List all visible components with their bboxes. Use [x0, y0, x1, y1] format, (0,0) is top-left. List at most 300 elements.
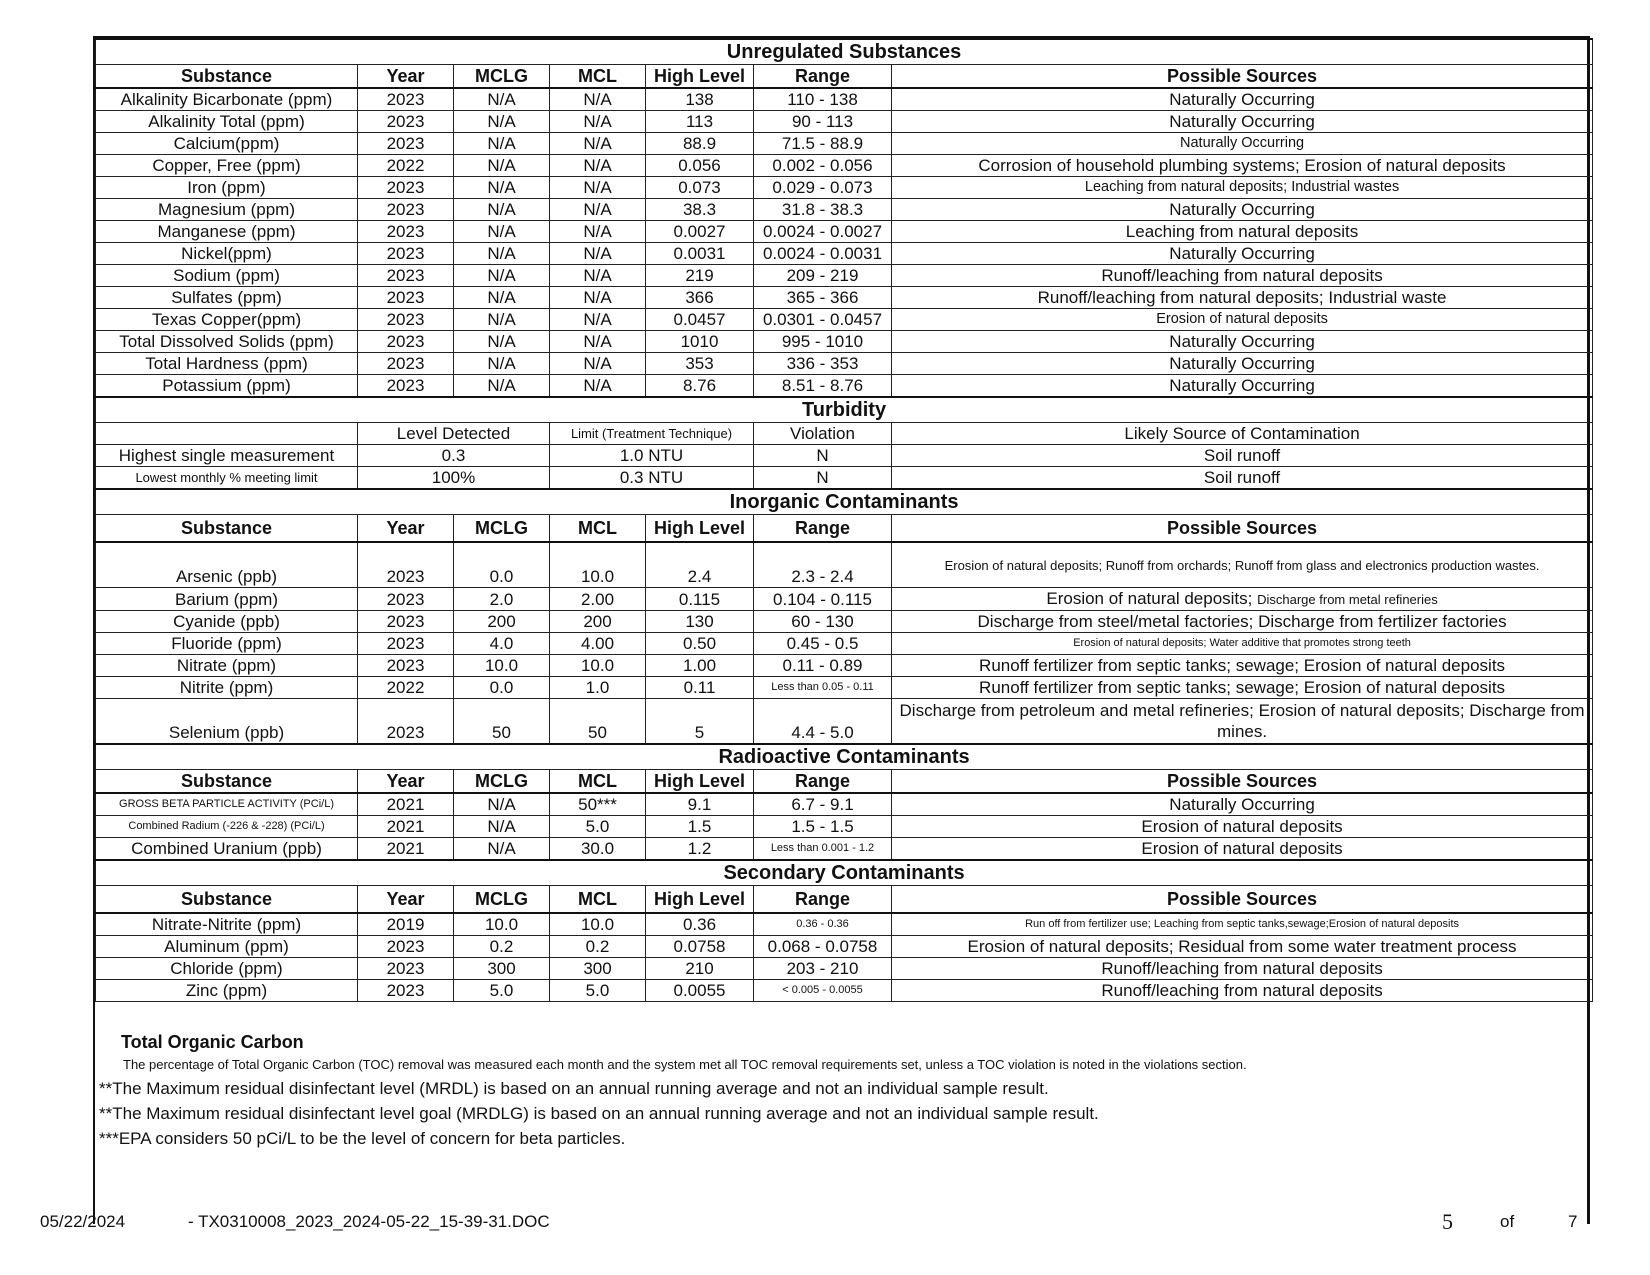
table-cell: [892, 221, 1593, 243]
cell-text: 113: [685, 112, 714, 131]
cell-text: < 0.005 - 0.0055: [782, 984, 863, 996]
cell-text: Combined Uranium (ppb): [131, 839, 322, 858]
column-header: High Level: [646, 886, 754, 914]
table-cell: [892, 155, 1593, 177]
table-cell: [96, 816, 358, 838]
turbidity-header-cell: [358, 423, 550, 445]
turbidity-cell: [892, 445, 1593, 467]
cell-text: 130: [685, 612, 714, 631]
table-cell: [892, 309, 1593, 331]
cell-text: 209 - 219: [786, 266, 859, 285]
table-cell: [646, 816, 754, 838]
column-header: MCL: [550, 515, 646, 543]
column-header: Range: [754, 515, 892, 543]
column-header: High Level: [646, 65, 754, 89]
table-cell: [454, 133, 550, 155]
cell-text: 100%: [431, 468, 476, 487]
cell-text: N/A: [583, 222, 612, 241]
table-cell: [550, 699, 646, 745]
column-header: MCL: [550, 886, 646, 914]
cell-text: Naturally Occurring: [1169, 376, 1315, 395]
cell-text: 2023: [386, 981, 425, 1000]
table-row: [96, 611, 1593, 633]
table-cell: [96, 265, 358, 287]
table-cell: [646, 199, 754, 221]
table-cell: [550, 243, 646, 265]
cell-text: 365 - 366: [786, 288, 859, 307]
cell-text: 0.0031: [673, 244, 726, 263]
table-cell: [754, 793, 892, 816]
footer-total-pages: 7: [1568, 1212, 1578, 1231]
column-header: MCLG: [454, 770, 550, 794]
cell-text: 60 - 130: [791, 612, 854, 631]
cell-text: 4.00: [580, 634, 615, 653]
cell-text: 2.3 - 2.4: [791, 567, 854, 586]
table-cell: [892, 353, 1593, 375]
table-cell: [96, 611, 358, 633]
table-cell: [454, 980, 550, 1002]
table-cell: [454, 611, 550, 633]
page-footer: [0, 1209, 1650, 1242]
epa-note: ***EPA considers 50 pCi/L to be the level of concern for beta particles.: [99, 1129, 626, 1148]
turbidity-title: Turbidity: [96, 397, 1593, 423]
turbidity-cell: [358, 467, 550, 490]
turbidity-cell: [96, 445, 358, 467]
turbidity-cell: [96, 467, 358, 490]
table-cell: [96, 699, 358, 745]
table-cell: [646, 913, 754, 936]
cell-text: N/A: [487, 156, 516, 175]
mrdl-note: **The Maximum residual disinfectant level (MRDL) is based on an annual running average and not an individual sample result.: [99, 1079, 1049, 1098]
cell-text: 0.0055: [673, 981, 726, 1000]
cell-text: 0.0: [489, 567, 514, 586]
table-cell: [754, 980, 892, 1002]
column-header: MCL: [550, 65, 646, 89]
table-cell: [96, 353, 358, 375]
table-cell: [892, 838, 1593, 861]
table-cell: [96, 199, 358, 221]
cell-text: Less than 0.05 - 0.11: [771, 681, 874, 693]
table-cell: [754, 375, 892, 398]
footer-of: of: [1500, 1212, 1515, 1231]
cell-text: 2023: [386, 567, 425, 586]
column-header: Substance: [96, 515, 358, 543]
table-cell: [454, 913, 550, 936]
column-header: MCLG: [454, 515, 550, 543]
table-row: [96, 936, 1593, 958]
footer-date: 05/22/2024: [40, 1212, 126, 1231]
table-row: [96, 913, 1593, 936]
table-row: [96, 177, 1593, 199]
cell-text: N/A: [487, 200, 516, 219]
cell-text: 38.3: [682, 200, 717, 219]
table-row: [96, 265, 1593, 287]
table-cell: [358, 309, 454, 331]
cell-text: Runoff/leaching from natural deposits: [1101, 266, 1383, 285]
column-header: Possible Sources: [892, 65, 1593, 89]
table-cell: [454, 309, 550, 331]
cell-text: Sodium (ppm): [173, 266, 280, 285]
cell-text: 203 - 210: [786, 959, 859, 978]
cell-text: 200: [583, 612, 612, 631]
cell-text: 0.0758: [673, 937, 726, 956]
cell-text: 0.45 - 0.5: [786, 634, 859, 653]
cell-text: N/A: [487, 288, 516, 307]
table-cell: [358, 677, 454, 699]
column-header-row: [96, 770, 1593, 794]
cell-text: Erosion of natural deposits; Water additive that promotes strong teeth: [1073, 637, 1411, 649]
cell-text: N/A: [583, 310, 612, 329]
column-header: Substance: [96, 770, 358, 794]
cell-text: 0.2: [489, 937, 514, 956]
table-cell: [892, 611, 1593, 633]
cell-text: 2023: [386, 288, 425, 307]
table-row: [96, 353, 1593, 375]
table-cell: [754, 243, 892, 265]
cell-text: 6.7 - 9.1: [791, 795, 854, 814]
table-row: [96, 655, 1593, 677]
cell-text: N/A: [487, 376, 516, 395]
cell-text: Aluminum (ppm): [164, 937, 289, 956]
cell-text: 0.073: [678, 178, 721, 197]
cell-text: Likely Source of Contamination: [1124, 424, 1360, 443]
cell-text: 2023: [386, 354, 425, 373]
cell-text: N/A: [487, 310, 516, 329]
table-cell: [550, 111, 646, 133]
cell-text: Cyanide (ppb): [173, 612, 280, 631]
cell-text: 2023: [386, 332, 425, 351]
table-cell: [892, 913, 1593, 936]
cell-text: 90 - 113: [791, 112, 854, 131]
table-cell: [754, 309, 892, 331]
cell-text: 2023: [386, 200, 425, 219]
cell-text: 1.5: [687, 817, 712, 836]
turbidity-header-cell: [754, 423, 892, 445]
cell-text: 210: [685, 959, 714, 978]
table-row: [96, 199, 1593, 221]
table-cell: [358, 133, 454, 155]
table-cell: [892, 243, 1593, 265]
toc-text: The percentage of Total Organic Carbon (TOC) removal was measured each month and the system met all TOC removal requirements set, unless a TOC violation is noted in the violations section.: [123, 1057, 1247, 1072]
table-cell: [754, 542, 892, 588]
footer-doc-name: - TX0310008_2023_2024-05-22_15-39-31.DOC: [188, 1212, 550, 1231]
cell-text-extra: Discharge from metal refineries: [1257, 592, 1438, 607]
table-cell: [358, 958, 454, 980]
cell-text: N/A: [487, 112, 516, 131]
table-cell: [96, 838, 358, 861]
table-cell: [754, 611, 892, 633]
table-cell: [754, 133, 892, 155]
table-cell: [550, 542, 646, 588]
table-row: [96, 111, 1593, 133]
cell-text: 0.0027: [673, 222, 726, 241]
table-cell: [550, 936, 646, 958]
section-title-row: [96, 744, 1593, 770]
cell-text: Erosion of natural deposits: [1141, 839, 1343, 858]
table-cell: [96, 287, 358, 309]
cell-text: Less than 0.001 - 1.2: [770, 842, 875, 854]
table-cell: [646, 936, 754, 958]
cell-text: 300: [487, 959, 516, 978]
cell-text: N/A: [487, 332, 516, 351]
column-header: MCLG: [454, 886, 550, 914]
table-cell: [96, 88, 358, 111]
table-cell: [96, 243, 358, 265]
cell-text: 0.068 - 0.0758: [767, 937, 878, 956]
cell-text: Arsenic (ppb): [175, 567, 278, 586]
cell-text: Naturally Occurring: [1169, 112, 1315, 131]
table-cell: [96, 133, 358, 155]
table-cell: [550, 375, 646, 398]
cell-text: 1.0 NTU: [619, 446, 684, 465]
cell-text: Naturally Occurring: [1180, 135, 1305, 151]
cell-text: Corrosion of household plumbing systems; Erosion of natural deposits: [978, 156, 1506, 175]
turbidity-header-cell: [892, 423, 1593, 445]
table-cell: [550, 88, 646, 111]
table-cell: [454, 936, 550, 958]
turbidity-header-cell: [96, 423, 358, 445]
table-cell: [550, 588, 646, 611]
cell-text: Alkalinity Total (ppm): [148, 112, 305, 131]
table-cell: [754, 155, 892, 177]
cell-text: Violation: [790, 424, 855, 443]
cell-text: Total Hardness (ppm): [145, 354, 308, 373]
mrdlg-note: **The Maximum residual disinfectant level goal (MRDLG) is based on an annual running average and not an individual sample result.: [99, 1104, 1099, 1123]
table-cell: [454, 88, 550, 111]
table-cell: [358, 177, 454, 199]
cell-text: Runoff/leaching from natural deposits; Industrial waste: [1037, 288, 1447, 307]
table-cell: [358, 88, 454, 111]
table-cell: [96, 177, 358, 199]
cell-text: Nickel(ppm): [181, 244, 272, 263]
radioactive-title: Radioactive Contaminants: [96, 744, 1593, 770]
table-row: [96, 816, 1593, 838]
table-cell: [646, 287, 754, 309]
cell-text: N/A: [583, 244, 612, 263]
table-cell: [358, 542, 454, 588]
column-header: Possible Sources: [892, 886, 1593, 914]
table-cell: [96, 793, 358, 816]
table-row: [96, 677, 1593, 699]
table-cell: [358, 838, 454, 861]
cell-text: Combined Radium (-226 & -228) (PCi/L): [128, 820, 325, 832]
table-cell: [646, 611, 754, 633]
table-cell: [358, 221, 454, 243]
table-cell: [892, 699, 1593, 745]
cell-text: 0.0024 - 0.0031: [762, 244, 883, 263]
table-cell: [358, 331, 454, 353]
cell-text: 4.4 - 5.0: [791, 723, 854, 742]
cell-text: 2.4: [687, 567, 712, 586]
table-cell: [550, 633, 646, 655]
column-header: High Level: [646, 515, 754, 543]
table-cell: [454, 816, 550, 838]
cell-text: N/A: [583, 332, 612, 351]
table-cell: [646, 309, 754, 331]
table-cell: [646, 838, 754, 861]
table-cell: [754, 177, 892, 199]
table-cell: [358, 155, 454, 177]
cell-text: Naturally Occurring: [1169, 795, 1315, 814]
table-cell: [454, 677, 550, 699]
cell-text: 2023: [386, 178, 425, 197]
cell-text: Nitrite (ppm): [179, 678, 274, 697]
cell-text: 4.0: [489, 634, 514, 653]
table-cell: [754, 699, 892, 745]
table-cell: [454, 375, 550, 398]
column-header-row: [96, 65, 1593, 89]
column-header: Possible Sources: [892, 770, 1593, 794]
cell-text: 0.3: [441, 446, 466, 465]
table-cell: [646, 958, 754, 980]
table-cell: [550, 677, 646, 699]
table-cell: [892, 655, 1593, 677]
table-cell: [454, 353, 550, 375]
cell-text: Naturally Occurring: [1169, 244, 1315, 263]
cell-text: 2021: [386, 839, 425, 858]
table-cell: [892, 265, 1593, 287]
cell-text: Erosion of natural deposits: [1156, 311, 1328, 327]
cell-text: 300: [583, 959, 612, 978]
cell-text: Limit (Treatment Technique): [570, 426, 733, 441]
cell-text: Naturally Occurring: [1169, 200, 1315, 219]
table-cell: [754, 816, 892, 838]
cell-text: Highest single measurement: [118, 446, 335, 465]
cell-text: 50***: [578, 795, 617, 814]
table-cell: [646, 221, 754, 243]
column-header: Possible Sources: [892, 515, 1593, 543]
table-cell: [358, 375, 454, 398]
table-cell: [96, 309, 358, 331]
column-header: Range: [754, 65, 892, 89]
table-cell: [754, 655, 892, 677]
contaminants-table: [95, 38, 1593, 1002]
table-cell: [646, 980, 754, 1002]
cell-text: Naturally Occurring: [1169, 332, 1315, 351]
section-title-row: [96, 860, 1593, 886]
table-cell: [454, 331, 550, 353]
table-cell: [358, 816, 454, 838]
table-row: [96, 243, 1593, 265]
table-cell: [358, 588, 454, 611]
turbidity-header-row: [96, 423, 1593, 445]
cell-text: 2023: [386, 90, 425, 109]
cell-text: 0.36: [682, 915, 717, 934]
column-header: Range: [754, 886, 892, 914]
cell-text: N/A: [583, 156, 612, 175]
cell-text: Erosion of natural deposits; Runoff from orchards; Runoff from glass and electronics production wastes.: [944, 557, 1540, 573]
turbidity-cell: [550, 467, 754, 490]
table-cell: [550, 199, 646, 221]
cell-text: 219: [685, 266, 714, 285]
cell-text: 2023: [386, 310, 425, 329]
cell-text: 0.50: [682, 634, 717, 653]
cell-text: 138: [685, 90, 714, 109]
column-header: Year: [358, 770, 454, 794]
cell-text: Naturally Occurring: [1169, 90, 1315, 109]
turbidity-cell: [892, 467, 1593, 490]
notes-section: [95, 1002, 1587, 1150]
table-cell: [454, 287, 550, 309]
cell-text: 353: [685, 354, 714, 373]
table-cell: [550, 611, 646, 633]
cell-text: 0.3 NTU: [619, 468, 684, 487]
cell-text: 10.0: [484, 915, 519, 934]
table-cell: [754, 633, 892, 655]
table-cell: [358, 353, 454, 375]
table-cell: [892, 633, 1593, 655]
table-cell: [96, 936, 358, 958]
cell-text: N/A: [583, 354, 612, 373]
table-row: [96, 699, 1593, 745]
table-cell: [646, 588, 754, 611]
cell-text: 5.0: [489, 981, 514, 1000]
cell-text: N/A: [487, 134, 516, 153]
table-cell: [358, 287, 454, 309]
cell-text: N/A: [583, 288, 612, 307]
table-cell: [754, 936, 892, 958]
cell-text: 2023: [386, 634, 425, 653]
cell-text: N/A: [583, 134, 612, 153]
table-cell: [358, 699, 454, 745]
table-cell: [646, 155, 754, 177]
table-cell: [454, 177, 550, 199]
cell-text: N/A: [487, 222, 516, 241]
table-cell: [550, 913, 646, 936]
cell-text: N/A: [487, 817, 516, 836]
cell-text: Level Detected: [396, 424, 511, 443]
column-header: Year: [358, 515, 454, 543]
section-title-row: [96, 397, 1593, 423]
cell-text: 2021: [386, 817, 425, 836]
table-cell: [96, 677, 358, 699]
table-row: [96, 155, 1593, 177]
table-cell: [892, 375, 1593, 398]
table-cell: [892, 287, 1593, 309]
cell-text: 2019: [386, 915, 425, 934]
table-cell: [454, 699, 550, 745]
cell-text: 8.76: [682, 376, 717, 395]
cell-text: 2023: [386, 589, 425, 609]
column-header: Range: [754, 770, 892, 794]
cell-text: 50: [492, 723, 511, 742]
cell-text: Runoff fertilizer from septic tanks; sewage; Erosion of natural deposits: [979, 656, 1506, 675]
cell-text: 2023: [386, 656, 425, 675]
cell-text: 0.0: [489, 678, 514, 697]
cell-text: 0.11: [683, 678, 716, 697]
cell-text: N/A: [583, 178, 612, 197]
inorganic-title: Inorganic Contaminants: [96, 489, 1593, 515]
cell-text: 10.0: [484, 656, 519, 675]
cell-text: Potassium (ppm): [162, 376, 291, 395]
cell-text: Manganese (ppm): [157, 222, 296, 241]
column-header: Substance: [96, 65, 358, 89]
table-cell: [646, 88, 754, 111]
cell-text: Runoff fertilizer from septic tanks; sewage; Erosion of natural deposits: [979, 678, 1506, 697]
table-cell: [358, 633, 454, 655]
table-cell: [646, 243, 754, 265]
table-cell: [892, 677, 1593, 699]
table-cell: [550, 655, 646, 677]
cell-text: Texas Copper(ppm): [151, 310, 302, 329]
cell-text: Nitrate (ppm): [176, 656, 277, 675]
cell-text: Alkalinity Bicarbonate (ppm): [120, 90, 333, 109]
cell-text: 9.1: [687, 795, 712, 814]
cell-text: 1.0: [585, 678, 610, 697]
cell-text: 0.002 - 0.056: [772, 156, 873, 175]
cell-text: Sulfates (ppm): [171, 288, 282, 307]
cell-text: 1010: [680, 332, 719, 351]
